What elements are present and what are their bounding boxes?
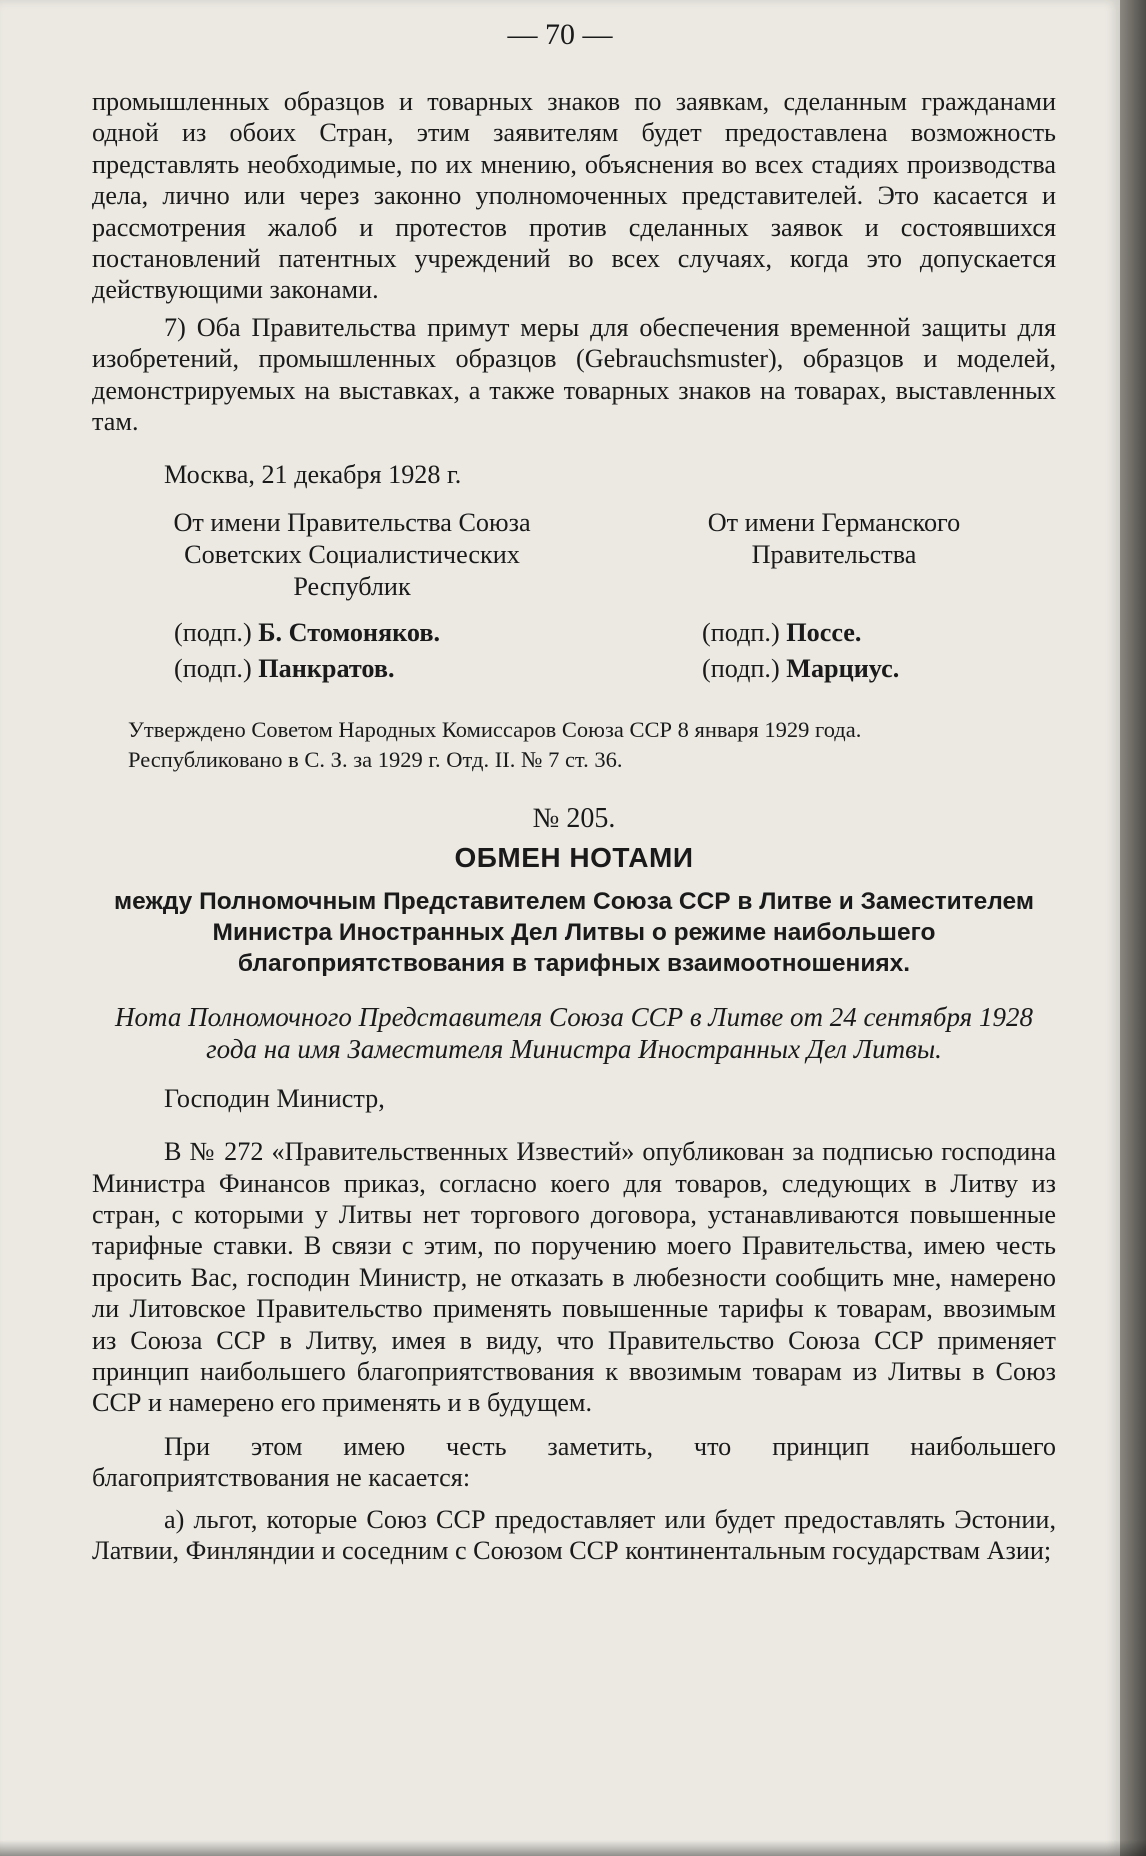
signature-prefix: (подп.)	[174, 617, 252, 647]
heading-line: Республик	[293, 571, 411, 601]
signature-prefix: (подп.)	[702, 653, 780, 683]
signature-prefix: (подп.)	[174, 653, 252, 683]
date-line: Москва, 21 декабря 1928 г.	[164, 460, 462, 490]
bottom-shadow	[0, 1840, 1146, 1856]
publication-notes	[92, 715, 1056, 775]
note-heading: Нота Полномочного Представителя Союза ССР в Литве от 24 сентября 1928 года на имя Заместителя Министра Иностранных Дел Литвы.	[115, 1001, 1033, 1064]
heading-line: Правительства	[751, 539, 917, 569]
list-item-a: а) льгот, которые Союз ССР предоставляет или будет предоставлять Эстонии, Латвии, Финляндии и соседним с Союзом ССР континентальным государствам Азии;	[92, 1504, 1056, 1565]
signature-left	[92, 651, 612, 687]
signatory-name: Б. Стомоняков.	[258, 617, 441, 647]
signature-prefix: (подп.)	[702, 617, 780, 647]
salutation: Господин Министр,	[164, 1083, 385, 1113]
body-paragraph: В № 272 «Правительственных Известий» опубликован за подписью господина Министра Финансов приказ, согласно коего для товаров, следующих в Литву из стран, с которыми у Литвы нет торгового договора, устанавливаются повышенные тарифные ставки. В связи с этим, по поручению моего Правительства, имею честь просить Вас, господин Министр, не отказать в любезности сообщить мне, намерено ли Литовское Правительство применять повышенные тарифы к товарам, ввозимым из Союза ССР в Литву, имея в виду, что Правительство Союза ССР применяет принцип наибольшего благоприятствования к ввозимым товарам из Литвы в Союз ССР и намерено его применять и в будущем.	[92, 1137, 1056, 1418]
signature-right	[612, 651, 1056, 687]
signature-heading-right	[612, 507, 1056, 603]
page-edge	[1120, 0, 1146, 1856]
signatory-name: Поссе.	[786, 617, 862, 647]
signature-row	[92, 651, 1056, 687]
paragraph-7: 7) Оба Правительства примут меры для обеспечения временной защиты для изобретений, промышленных образцов (Gebrauchsmuster), образцов и моделей, демонстрируемых на выставках, а также товарных знаков на товарах, выставленных там.	[92, 312, 1056, 437]
heading-line: От имени Правительства Союза	[173, 507, 531, 537]
signature-right	[612, 615, 1056, 651]
document-title: ОБМЕН НОТАМИ	[454, 842, 694, 874]
page-number: — 70 —	[507, 18, 613, 51]
approval-note: Утверждено Советом Народных Комиссаров Союза ССР 8 января 1929 года.	[128, 716, 862, 742]
page-text	[92, 86, 1056, 1566]
heading-line: От имени Германского	[707, 507, 961, 537]
document-subtitle: между Полномочным Представителем Союза ССР в Литве и Заместителем Министра Иностранных Дел Литвы о режиме наибольшего благоприятствования в тарифных взаимоотношениях.	[114, 887, 1034, 977]
signatory-name: Марциус.	[786, 653, 900, 683]
paragraph-continuation: промышленных образцов и товарных знаков по заявкам, сделанным гражданами одной из обоих Стран, этим заявителям будет предоставлена возможность представлять необходимые, по их мнению, объяснения во всех стадиях производства дела, лично или через законно уполномоченных представителей. Это касается и рассмотрения жалоб и протестов против сделанных заявок и состоявшихся постановлений патентных учреждений во всех случаях, когда это допускается действующими законами.	[92, 87, 1056, 305]
signatory-name: Панкратов.	[258, 653, 395, 683]
signature-heading-left	[92, 507, 612, 603]
document-number: № 205.	[532, 802, 616, 834]
signature-row	[92, 615, 1056, 651]
signature-headings	[92, 507, 1056, 603]
signature-rows	[92, 615, 1056, 687]
signature-left	[92, 615, 612, 651]
body-paragraph: При этом имею честь заметить, что принцип наибольшего благоприятствования не касается:	[92, 1431, 1056, 1493]
publication-note: Республиковано в С. З. за 1929 г. Отд. II. № 7 ст. 36.	[128, 746, 623, 772]
heading-line: Советских Социалистических	[184, 539, 520, 569]
